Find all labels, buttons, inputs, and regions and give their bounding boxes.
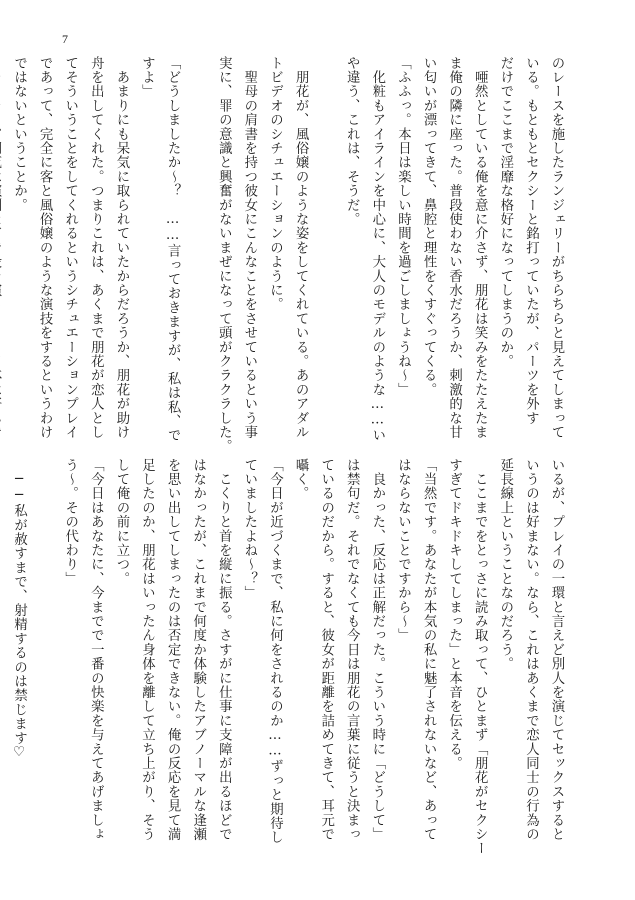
text-column: 「どうしましたか〜？ ……言っておきますが、私は私、で <box>165 56 181 443</box>
text-column: はなかったが、これまで何度か体験したアブノーマルな逢瀬 <box>190 458 206 842</box>
text-column: のレースを施したランジェリーがちらちらと見えてしまって <box>549 56 564 440</box>
text-column: 足したのか、朋花はいったん身体を離して立ち上がり、そう <box>139 458 155 842</box>
text-column: 舟を出してくれた。つまりこれは、あくまで朋花が恋人とし <box>88 56 104 440</box>
text-column: 良かった、反応は正解だった。こういう時に「どうして」 <box>369 458 385 842</box>
text-column: すよ」 <box>139 56 155 99</box>
text-column: トビデオのシチュエーションのように。 <box>267 56 283 312</box>
text-column: ているのだから。すると、彼女が距離を詰めてきて、耳元で <box>318 458 334 842</box>
text-column: はならないことですから〜」 <box>395 458 411 643</box>
text-column: 「今日が近づくまで、私に何をされるのか……ずっと期待し <box>267 458 283 845</box>
text-column: いる。もともとセクシーと銘打っていたが、パーツを外す <box>523 56 539 426</box>
text-column: ではないということか。 <box>11 56 27 213</box>
lower-text-block <box>11 458 569 856</box>
text-column: てそういうことをしてくれるというシチュエーションプレイ <box>62 56 78 440</box>
text-column: だけでここまで淫靡な格好になってしまうのか。 <box>497 56 513 369</box>
text-column: ──私が赦すまで、射精するのは禁じます♡ <box>11 458 27 761</box>
text-column: 「当然です。あなたが本気の私に魅了されないなど、あって <box>421 458 437 842</box>
text-column: であって、完全に客と風俗嬢のような演技をするというわけ <box>37 56 53 440</box>
text-column: 「今日はあなたに、今までで一番の快楽を与えてあげましょ <box>88 458 104 842</box>
text-column: こくりと首を縦に振る。さすがに仕事に支障が出るほどで <box>216 458 232 842</box>
text-column: 延長線上ということなのだろう。 <box>497 458 513 671</box>
text-column: 聖母の肩書を持つ彼女にこんなことをさせているという事 <box>241 56 257 440</box>
text-column: 「ふふっ。本日は楽しい時間を過ごしましょうね〜」 <box>395 56 411 397</box>
text-column: い匂いが漂ってきて、鼻腔と理性をくすぐってくる。 <box>421 56 437 397</box>
text-column: ま俺の隣に座った。普段使わない香水だろうか、刺激的な甘 <box>446 56 462 440</box>
text-column <box>32 458 58 850</box>
text-column: 囁く。 <box>293 458 309 501</box>
text-column: ここまでをとっさに読み取って、ひとまず「朋花がセクシー <box>472 458 488 856</box>
text-column: 化粧もアイラインを中心に、大人のモデルのような……い <box>369 56 385 443</box>
text-column <box>313 56 339 448</box>
text-column: う〜。その代わり」 <box>62 458 78 586</box>
text-column: を思い出してしまったのは否定できない。俺の反応を見て満 <box>165 458 181 842</box>
page-number: 7 <box>62 32 68 46</box>
text-column <box>0 56 6 448</box>
text-column: は禁句だ。それでなくても今日は朋花の言葉に従うと決まっ <box>344 458 360 842</box>
text-column: あまりにも呆気に取られていたからだろうか、朋花が助け <box>113 56 129 440</box>
text-column: 唖然としている俺を意に介さず、朋花は笑みをたたえたま <box>472 56 488 440</box>
text-column: 朋花が、風俗嬢のような姿をしてくれている。あのアダル <box>293 56 309 440</box>
text-column <box>185 56 211 448</box>
text-column: 実に、罪の意識と興奮がないまぜになって頭がクラクラした。 <box>216 56 232 454</box>
text-column: すぎてドキドキしてしまった」と本音を伝える。 <box>446 458 462 771</box>
text-column: して俺の前に立つ。 <box>113 458 129 586</box>
text-column: や違う、これは、そうだ。 <box>344 56 360 227</box>
upper-text-block <box>11 56 569 454</box>
text-column: いうのは好まない。なら、これはあくまで恋人同士の行為の <box>523 458 539 842</box>
text-column: いるが、プレイの一環と言えど別人を演じてセックスすると <box>549 458 564 842</box>
text-column: ていましたよね〜？」 <box>241 458 257 600</box>
